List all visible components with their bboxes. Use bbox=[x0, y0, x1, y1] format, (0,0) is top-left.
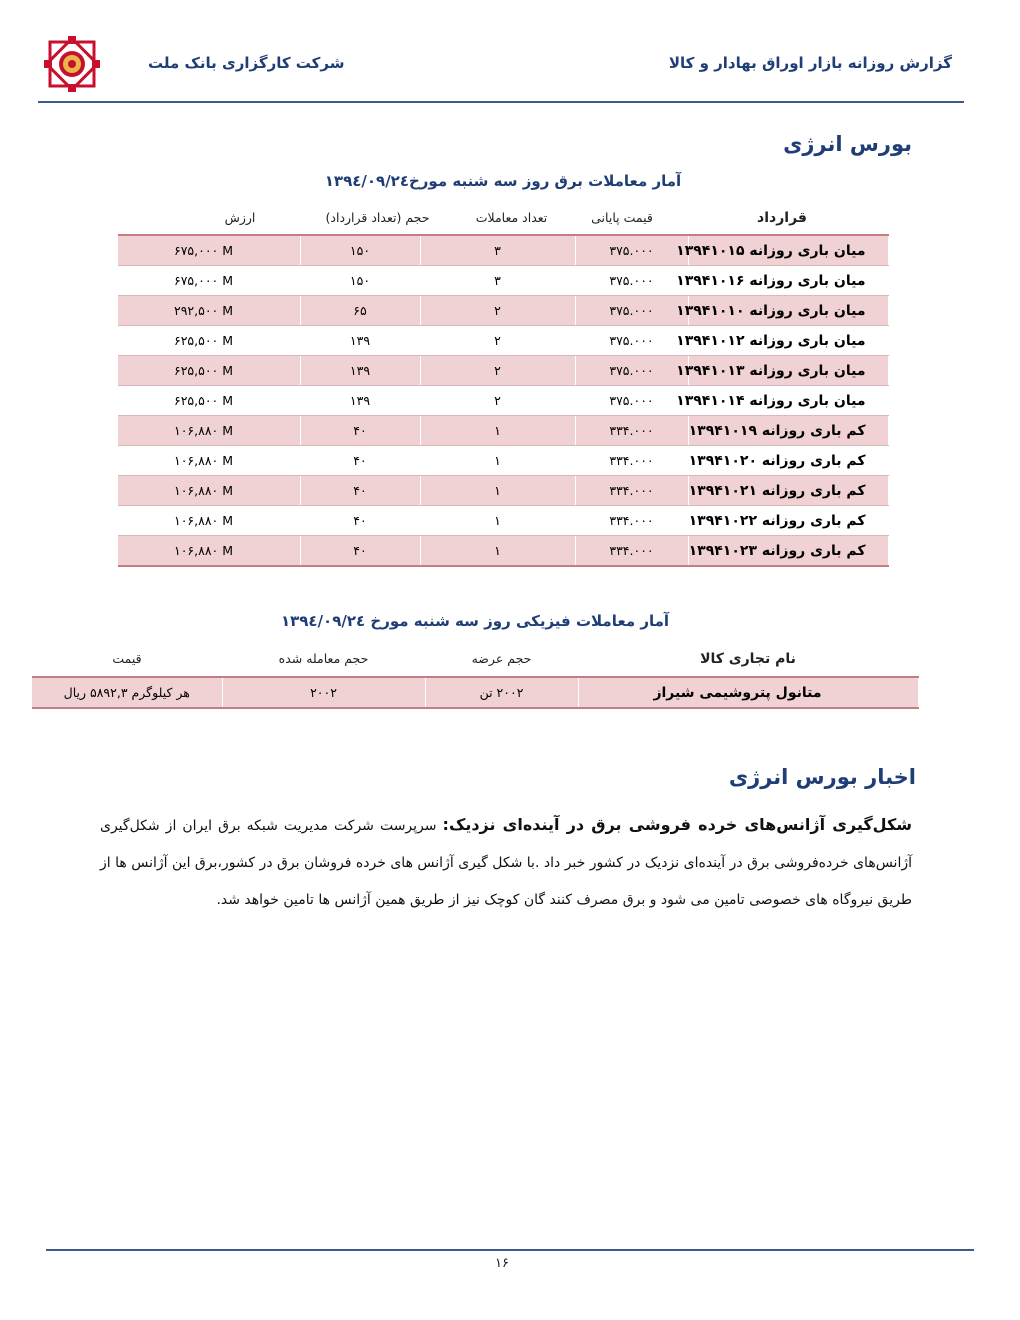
header-divider bbox=[38, 101, 964, 103]
column-header-contract: قرارداد bbox=[757, 210, 807, 226]
cell-volume: ۴۰ bbox=[300, 416, 420, 446]
cell-trades: ۳ bbox=[420, 235, 575, 266]
table-row bbox=[118, 536, 888, 567]
cell-price: ۳۳۴.۰۰۰ bbox=[575, 536, 688, 567]
table-row bbox=[118, 356, 888, 386]
section-title: بورس انرژی bbox=[783, 132, 912, 156]
table-row bbox=[118, 386, 888, 416]
physical-trades-table bbox=[32, 676, 919, 709]
news-section-title: اخبار بورس انرژی bbox=[728, 765, 916, 789]
column-header-value: ارزش bbox=[224, 210, 256, 225]
cell-price: ۳۳۴.۰۰۰ bbox=[575, 506, 688, 536]
cell-volume: ۱۳۹ bbox=[300, 326, 420, 356]
cell-volume: ۱۳۹ bbox=[300, 356, 420, 386]
cell-price: ۳۷۵.۰۰۰ bbox=[575, 235, 688, 266]
cell-volume: ۶۵ bbox=[300, 296, 420, 326]
cell-volume: ۱۵۰ bbox=[300, 266, 420, 296]
cell-volume: ۴۰ bbox=[300, 476, 420, 506]
cell-value: ۶۷۵,۰۰۰ M bbox=[118, 235, 300, 266]
cell-volume: ۴۰ bbox=[300, 536, 420, 567]
cell-trades: ۱ bbox=[420, 476, 575, 506]
cell-value: ۱۰۶,۸۸۰ M bbox=[118, 536, 300, 567]
cell-contract: میان باری روزانه ۱۳۹۴۱۰۱۵ bbox=[688, 235, 888, 266]
cell-price: ۳۷۵.۰۰۰ bbox=[575, 386, 688, 416]
table-row bbox=[118, 235, 888, 266]
report-title: گزارش روزانه بازار اوراق بهادار و کالا bbox=[668, 54, 952, 72]
physical-table-caption: آمار معاملات فیزیکی روز سه شنبه مورخ ۱۳۹٤/۰۹/۲٤ bbox=[280, 612, 670, 630]
cell-price: ۳۷۵.۰۰۰ bbox=[575, 356, 688, 386]
table-row bbox=[118, 506, 888, 536]
company-name: شرکت کارگزاری بانک ملت bbox=[148, 54, 345, 72]
bank-mellat-logo bbox=[40, 32, 104, 96]
cell-trades: ۱ bbox=[420, 506, 575, 536]
cell-volume: ۱۵۰ bbox=[300, 235, 420, 266]
cell-value: ۱۰۶,۸۸۰ M bbox=[118, 506, 300, 536]
column-header-supply-volume: حجم عرضه bbox=[471, 651, 532, 666]
cell-contract: کم باری روزانه ۱۳۹۴۱۰۲۲ bbox=[688, 506, 888, 536]
table-row bbox=[32, 677, 918, 708]
cell-traded-volume: ۲۰۰۲ bbox=[222, 677, 425, 708]
cell-contract: کم باری روزانه ۱۳۹۴۱۰۱۹ bbox=[688, 416, 888, 446]
cell-trades: ۲ bbox=[420, 326, 575, 356]
cell-value: ۲۹۲,۵۰۰ M bbox=[118, 296, 300, 326]
column-header-product-name: نام تجاری کالا bbox=[700, 651, 796, 667]
table-row bbox=[118, 266, 888, 296]
cell-price: ۳۳۴.۰۰۰ bbox=[575, 476, 688, 506]
cell-volume: ۴۰ bbox=[300, 446, 420, 476]
cell-trades: ۱ bbox=[420, 536, 575, 567]
cell-value: ۱۰۶,۸۸۰ M bbox=[118, 476, 300, 506]
page-number: ۱۶ bbox=[495, 1256, 509, 1271]
cell-contract: میان باری روزانه ۱۳۹۴۱۰۱۲ bbox=[688, 326, 888, 356]
cell-contract: میان باری روزانه ۱۳۹۴۱۰۱۳ bbox=[688, 356, 888, 386]
cell-value: ۶۲۵,۵۰۰ M bbox=[118, 386, 300, 416]
cell-price: ۳۳۴.۰۰۰ bbox=[575, 416, 688, 446]
cell-value: ۶۲۵,۵۰۰ M bbox=[118, 356, 300, 386]
cell-contract: کم باری روزانه ۱۳۹۴۱۰۲۱ bbox=[688, 476, 888, 506]
cell-trades: ۱ bbox=[420, 416, 575, 446]
column-header-final-price: قیمت پایانی bbox=[591, 210, 653, 225]
cell-price: ۳۷۵.۰۰۰ bbox=[575, 296, 688, 326]
cell-value: ۶۷۵,۰۰۰ M bbox=[118, 266, 300, 296]
cell-trades: ۱ bbox=[420, 446, 575, 476]
cell-supply-volume: ۲۰۰۲ تن bbox=[425, 677, 578, 708]
column-header-volume: حجم (تعداد قرارداد) bbox=[325, 210, 430, 225]
cell-value: ۶۲۵,۵۰۰ M bbox=[118, 326, 300, 356]
cell-price: ۳۳۴.۰۰۰ bbox=[575, 446, 688, 476]
cell-volume: ۴۰ bbox=[300, 506, 420, 536]
table-row bbox=[118, 326, 888, 356]
news-paragraph bbox=[100, 806, 912, 919]
cell-price: ۳۷۵.۰۰۰ bbox=[575, 326, 688, 356]
cell-contract: میان باری روزانه ۱۳۹۴۱۰۱۶ bbox=[688, 266, 888, 296]
table-row bbox=[118, 416, 888, 446]
column-header-price: قیمت bbox=[112, 651, 142, 666]
cell-trades: ۲ bbox=[420, 356, 575, 386]
table-row bbox=[118, 296, 888, 326]
cell-trades: ۲ bbox=[420, 296, 575, 326]
table-row bbox=[118, 446, 888, 476]
news-text: سرپرست شرکت مدیریت شبکه برق ایران از شکل‌گیری آژانس‌های خرده‌فروشی برق در آینده‌ای نزدیک در کشور خبر داد .با شکل گیری آژانس های خرده فروشان برق در کشور،برق این آژانس ها از طریق نیروگاه های خصوصی تامین می شود و برق مصرف کنند گان کوچک نیز از طریق همین آژانس ها تامین خواهد شد. bbox=[100, 818, 912, 908]
cell-contract: کم باری روزانه ۱۳۹۴۱۰۲۰ bbox=[688, 446, 888, 476]
cell-value: ۱۰۶,۸۸۰ M bbox=[118, 416, 300, 446]
cell-product-name: متانول پتروشیمی شیراز bbox=[578, 677, 918, 708]
news-headline: شکل‌گیری آژانس‌های خرده فروشی برق در آینده‌ای نزدیک: bbox=[442, 815, 912, 834]
electricity-table-caption: آمار معاملات برق روز سه شنبه مورخ۱۳۹٤/۰۹/۲٤ bbox=[324, 172, 682, 190]
cell-value: ۱۰۶,۸۸۰ M bbox=[118, 446, 300, 476]
column-header-trade-count: تعداد معاملات bbox=[475, 210, 548, 225]
cell-volume: ۱۳۹ bbox=[300, 386, 420, 416]
footer-divider bbox=[46, 1249, 974, 1251]
cell-trades: ۲ bbox=[420, 386, 575, 416]
cell-contract: میان باری روزانه ۱۳۹۴۱۰۱۴ bbox=[688, 386, 888, 416]
column-header-traded-volume: حجم معامله شده bbox=[278, 651, 369, 666]
cell-contract: کم باری روزانه ۱۳۹۴۱۰۲۳ bbox=[688, 536, 888, 567]
cell-price: هر کیلوگرم ۵۸۹۲,۳ ریال bbox=[32, 677, 222, 708]
cell-price: ۳۷۵.۰۰۰ bbox=[575, 266, 688, 296]
cell-trades: ۳ bbox=[420, 266, 575, 296]
cell-contract: میان باری روزانه ۱۳۹۴۱۰۱۰ bbox=[688, 296, 888, 326]
table-row bbox=[118, 476, 888, 506]
electricity-trades-table bbox=[118, 234, 889, 567]
